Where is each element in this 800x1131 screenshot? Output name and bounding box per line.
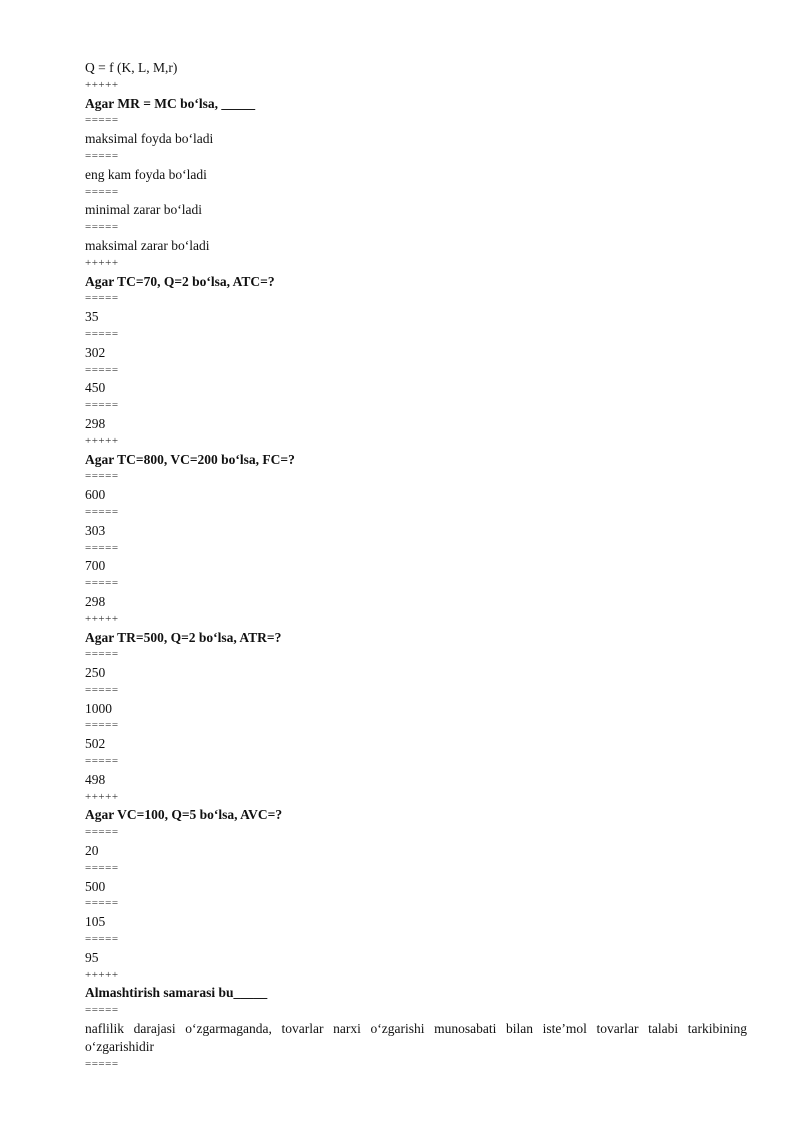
option-separator: ===== xyxy=(85,399,119,412)
option-separator: ===== xyxy=(85,470,119,483)
question-separator: +++++ xyxy=(85,434,119,447)
option-separator: ===== xyxy=(85,577,119,590)
document-page xyxy=(85,59,747,1073)
answer-option: 600 xyxy=(85,487,106,503)
answer-option: 95 xyxy=(85,949,99,965)
answer-option: 500 xyxy=(85,878,106,894)
answer-option: 250 xyxy=(85,665,106,681)
option-separator: ===== xyxy=(85,541,119,554)
answer-option: eng kam foyda bo‘ladi xyxy=(85,166,207,182)
option-separator: ===== xyxy=(85,221,119,234)
question-separator: +++++ xyxy=(85,612,119,625)
option-separator: ===== xyxy=(85,327,119,340)
question-separator: +++++ xyxy=(85,968,119,981)
option-separator: ===== xyxy=(85,648,119,661)
question-text: Agar MR = MC bo‘lsa, _____ xyxy=(85,95,256,111)
option-separator: ===== xyxy=(85,933,119,946)
option-separator: ===== xyxy=(85,1057,119,1070)
question-text: Almashtirish samarasi bu_____ xyxy=(85,985,268,1001)
answer-option: maksimal foyda bo‘ladi xyxy=(85,131,214,147)
question-separator: +++++ xyxy=(85,256,119,269)
answer-option: 298 xyxy=(85,415,106,431)
option-separator: ===== xyxy=(85,1004,119,1017)
option-separator: ===== xyxy=(85,683,119,696)
option-separator: ===== xyxy=(85,505,119,518)
answer-option: maksimal zarar bo‘ladi xyxy=(85,237,210,253)
answer-option: 105 xyxy=(85,914,106,930)
answer-option: 20 xyxy=(85,843,99,859)
answer-option: 700 xyxy=(85,558,106,574)
question-text: Agar TR=500, Q=2 bo‘lsa, ATR=? xyxy=(85,629,282,645)
answer-option: 498 xyxy=(85,771,106,787)
option-separator: ===== xyxy=(85,292,119,305)
question-separator: +++++ xyxy=(85,78,119,91)
option-separator: ===== xyxy=(85,755,119,768)
answer-option: 502 xyxy=(85,736,106,752)
answer-option: 450 xyxy=(85,380,106,396)
option-separator: ===== xyxy=(85,861,119,874)
answer-option: naflilik darajasi o‘zgarmaganda, tovarlar narxi o‘zgarishi munosabati bilan iste’mol tovarlar talabi tarkibining o‘zgarishidir xyxy=(85,1021,747,1054)
option-separator: ===== xyxy=(85,826,119,839)
option-separator: ===== xyxy=(85,114,119,127)
answer-option: 302 xyxy=(85,344,106,360)
question-text: Agar VC=100, Q=5 bo‘lsa, AVC=? xyxy=(85,807,283,823)
question-text: Agar TC=70, Q=2 bo‘lsa, ATC=? xyxy=(85,273,275,289)
question-separator: +++++ xyxy=(85,790,119,803)
question-text: Agar TC=800, VC=200 bo‘lsa, FC=? xyxy=(85,451,295,467)
answer-option: 1000 xyxy=(85,700,112,716)
option-separator: ===== xyxy=(85,897,119,910)
answer-option: 35 xyxy=(85,309,99,325)
option-separator: ===== xyxy=(85,149,119,162)
answer-option: minimal zarar bo‘ladi xyxy=(85,202,202,218)
answer-option: Q = f (K, L, M,r) xyxy=(85,60,178,75)
option-separator: ===== xyxy=(85,363,119,376)
option-separator: ===== xyxy=(85,185,119,198)
answer-option: 298 xyxy=(85,593,106,609)
answer-option: 303 xyxy=(85,522,106,538)
option-separator: ===== xyxy=(85,719,119,732)
